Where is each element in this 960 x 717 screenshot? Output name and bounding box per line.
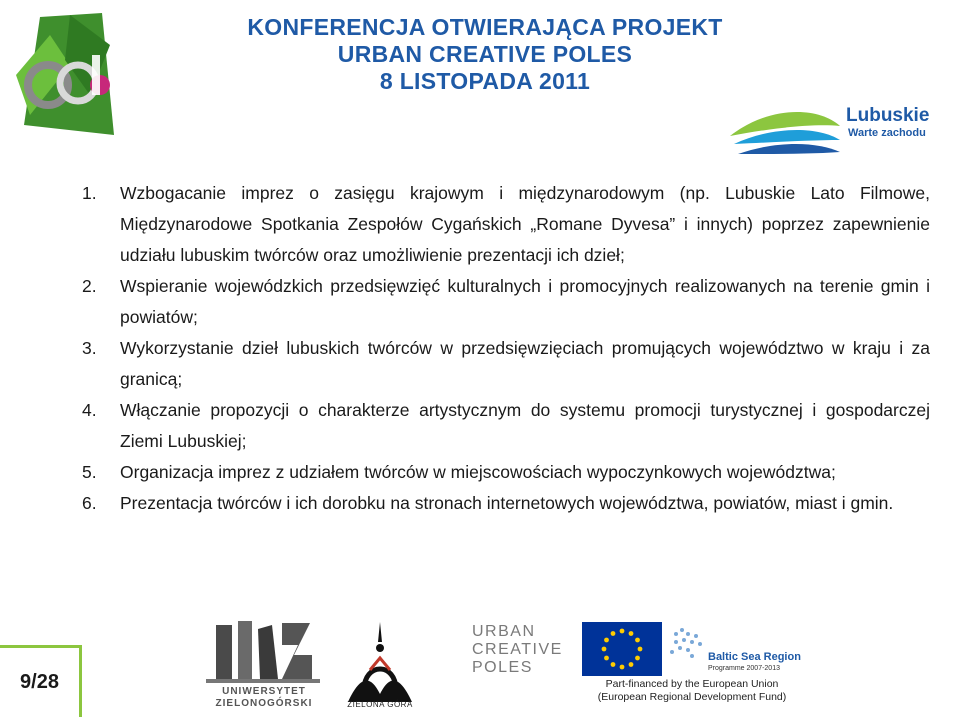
item-text: Wspieranie wojewódzkich przedsięwzięć kulturalnych i promocyjnych realizowanych na terenie gmin i powiatów; — [120, 276, 930, 327]
item-text: Włączanie propozycji o charakterze artystycznym do systemu promocji turystycznej i gospodarczej Ziemi Lubuskiej; — [120, 400, 930, 451]
list-item — [82, 178, 930, 271]
university-name — [200, 686, 328, 710]
region-slogan: Warte zachodu — [848, 127, 926, 139]
item-number: 3. — [82, 338, 97, 358]
city-logo-icon — [340, 618, 420, 708]
list-item — [82, 271, 930, 333]
item-number: 2. — [82, 276, 97, 296]
conference-title — [215, 14, 755, 95]
item-number: 5. — [82, 462, 97, 482]
funding-line-2: (European Regional Development Fund) — [597, 691, 787, 703]
page-indicator — [0, 645, 82, 717]
funding-line-1: Part-financed by the European Union — [605, 678, 779, 690]
ucp-line-2: CREATIVE — [472, 641, 563, 658]
ucp-line-1: URBAN — [472, 623, 536, 640]
baltic-sea-region-name: Baltic Sea Region — [708, 651, 801, 663]
title-line-1: KONFERENCJA OTWIERAJĄCA PROJEKT — [247, 14, 723, 40]
baltic-programme-label: Programme 2007-2013 — [708, 665, 780, 672]
item-number: 6. — [82, 493, 97, 513]
eu-flag-icon — [582, 622, 662, 676]
item-number: 1. — [82, 183, 97, 203]
goals-list — [82, 178, 930, 519]
university-line-2: ZIELONOGÓRSKI — [215, 698, 313, 709]
list-item — [82, 488, 930, 519]
city-name: ZIELONA GÓRA — [347, 700, 413, 709]
funding-note — [582, 678, 802, 704]
urban-creative-poles-logo — [472, 623, 572, 677]
item-text: Wzbogacanie imprez o zasięgu krajowym i międzynarodowym (np. Lubuskie Lato Filmowe, Międzynarodowe Spotkania Zespołów Cygańskich „Romane Dyvesa” i innych) poprzez zapewnienie udziału lubuskim twórców oraz umożliwienie prezentacji ich dzieł; — [120, 183, 930, 265]
list-item — [82, 333, 930, 395]
title-line-2: URBAN CREATIVE POLES — [337, 41, 633, 67]
list-item — [82, 395, 930, 457]
title-line-3: 8 LISTOPADA 2011 — [379, 68, 591, 94]
zielona-gora-logo-icon — [10, 5, 120, 155]
list-item — [82, 457, 930, 488]
region-name: Lubuskie — [846, 105, 930, 126]
item-text: Wykorzystanie dzieł lubuskich twórców w przedsięwzięciach promujących województwo w kraju i za granicą; — [120, 338, 930, 389]
page-number: 9/28 — [20, 671, 59, 693]
university-line-1: UNIWERSYTET — [222, 686, 306, 697]
ucp-line-3: POLES — [472, 659, 533, 676]
item-number: 4. — [82, 400, 97, 420]
item-text: Organizacja imprez z udziałem twórców w miejscowościach wypoczynkowych województwa; — [120, 462, 836, 482]
item-text: Prezentacja twórców i ich dorobku na stronach internetowych województwa, powiatów, miast i gmin. — [120, 493, 894, 513]
left-logo-text: ZIELONA GÓRA — [26, 137, 104, 148]
